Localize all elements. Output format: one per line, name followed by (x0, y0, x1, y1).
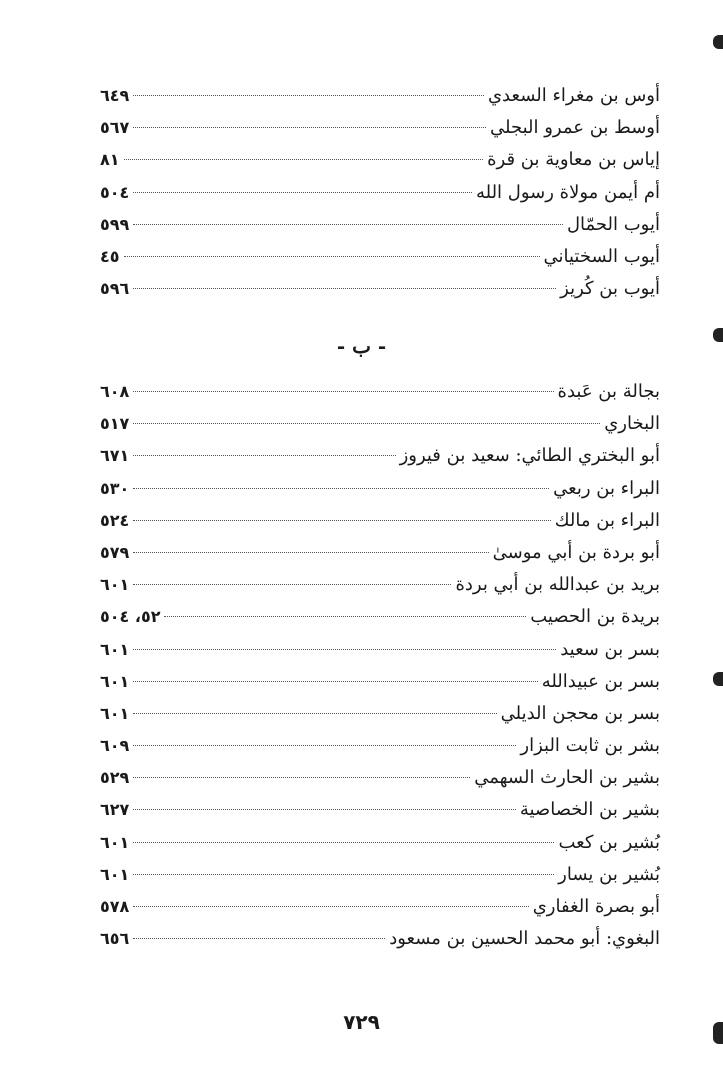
dot-leader (124, 159, 484, 160)
entry-name: البغوي: أبو محمد الحسين بن مسعود (389, 928, 660, 950)
scan-edge-mark (713, 1022, 723, 1044)
dot-leader (133, 745, 516, 746)
entry-name: بُشير بن كعب (558, 831, 660, 853)
index-entry (100, 505, 660, 537)
entry-page-numbers: ٥٢٤ (100, 510, 130, 530)
index-entry (100, 537, 660, 569)
entry-page-numbers: ٥٧٩ (100, 542, 130, 562)
scan-edge-mark (713, 328, 723, 342)
entry-name: بجالة بن عَبدة (557, 381, 660, 402)
entry-page-numbers: ٥٢٩ (100, 768, 130, 788)
index-entry (100, 891, 660, 923)
entry-page-numbers: ٦٠٩ (100, 736, 130, 756)
entry-page-numbers: ٥٢، ٥٠٤ (100, 607, 161, 627)
entry-page-numbers: ٦٠١ (100, 639, 130, 659)
index-entry (100, 144, 660, 176)
entry-name: أيوب بن كُريز (560, 278, 660, 300)
dot-leader (164, 616, 526, 617)
index-entry (100, 794, 660, 826)
index-entry (100, 473, 660, 505)
entry-page-numbers: ٨١ (100, 150, 120, 170)
index-entry (100, 698, 660, 730)
entry-name: بشير بن الخصاصية (519, 799, 660, 821)
entry-name: بسر بن سعيد (560, 638, 660, 660)
index-section-alif (100, 80, 660, 305)
entry-page-numbers: ٤٥ (100, 246, 120, 266)
page-number: ٧٢٩ (343, 1010, 380, 1034)
index-entry (100, 408, 660, 440)
entry-page-numbers: ٦٠١ (100, 703, 130, 723)
entry-name: بسر بن محجن الديلي (500, 702, 660, 724)
entry-name: بسر بن عبيدالله (541, 670, 660, 692)
entry-name: البراء بن ربعي (553, 477, 660, 499)
dot-leader (133, 777, 470, 778)
dot-leader (133, 938, 385, 939)
entry-page-numbers: ٦٠١ (100, 671, 130, 691)
entry-name: بُشير بن يسار (558, 863, 660, 885)
entry-name: أيوب الحمّال (566, 213, 660, 235)
scan-edge-mark (713, 672, 723, 686)
entry-name: إياس بن معاوية بن قرة (487, 149, 660, 171)
entry-name: البخاري (604, 413, 660, 435)
index-entry (100, 859, 660, 891)
dot-leader (133, 488, 549, 489)
entry-name: بريد بن عبدالله بن أبي بردة (455, 574, 660, 596)
dot-leader (133, 552, 488, 553)
index-entry (100, 923, 660, 955)
index-entry (100, 666, 660, 698)
dot-leader (124, 256, 540, 257)
entry-name: أوسط بن عمرو البجلي (489, 117, 660, 139)
entry-page-numbers: ٥٧٨ (100, 897, 130, 916)
dot-leader (133, 391, 553, 392)
index-entry (100, 601, 660, 633)
entry-page-numbers: ٥٣٠ (100, 478, 130, 498)
entry-page-numbers: ٦٠١ (100, 864, 130, 884)
entry-page-numbers: ٦٤٩ (100, 86, 130, 105)
entry-name: البراء بن مالك (554, 509, 660, 531)
scan-edge-mark (713, 35, 723, 49)
entry-page-numbers: ٥١٧ (100, 414, 130, 434)
index-entry (100, 209, 660, 241)
entry-page-numbers: ٦٠١ (100, 575, 130, 595)
dot-leader (133, 906, 528, 907)
dot-leader (133, 224, 563, 225)
index-entry (100, 827, 660, 859)
index-entry (100, 80, 660, 112)
entry-page-numbers: ٥٠٤ (100, 182, 130, 202)
dot-leader (133, 713, 496, 714)
entry-name: بريدة بن الحصيب (530, 606, 660, 628)
dot-leader (133, 842, 554, 843)
entry-page-numbers: ٦٢٧ (100, 800, 130, 820)
dot-leader (133, 649, 556, 650)
entry-page-numbers: ٥٩٦ (100, 279, 130, 299)
dot-leader (133, 874, 554, 875)
index-entry (100, 762, 660, 794)
entry-name: بشير بن الحارث السهمي (474, 767, 660, 789)
dot-leader (133, 423, 600, 424)
entry-name: أوس بن مغراء السعدي (487, 85, 660, 106)
dot-leader (133, 288, 556, 289)
entry-name: بشر بن ثابت البزار (520, 735, 660, 757)
index-entry (100, 177, 660, 209)
entry-name: أبو بردة بن أبي موسىٰ (492, 541, 660, 563)
dot-leader (133, 681, 537, 682)
index-entry (100, 440, 660, 472)
entry-page-numbers: ٦٠١ (100, 832, 130, 852)
entry-page-numbers: ٥٩٩ (100, 214, 130, 234)
dot-leader (133, 520, 550, 521)
dot-leader (133, 95, 484, 96)
index-entry (100, 376, 660, 408)
dot-leader (133, 455, 395, 456)
dot-leader (133, 192, 472, 193)
entry-name: أبو بصرة الغفاري (532, 896, 660, 917)
entry-name: أبو البختري الطائي: سعيد بن فيروز (399, 445, 660, 467)
index-entry (100, 112, 660, 144)
dot-leader (133, 127, 486, 128)
index-entry (100, 273, 660, 305)
entry-page-numbers: ٦٥٦ (100, 929, 130, 949)
index-entry (100, 730, 660, 762)
index-section-ba (100, 376, 660, 955)
index-entry (100, 241, 660, 273)
section-heading-ba: - ب - (336, 334, 387, 358)
entry-name: أم أيمن مولاة رسول الله (475, 181, 660, 203)
entry-page-numbers: ٦٧١ (100, 446, 130, 466)
index-entry (100, 569, 660, 601)
index-entry (100, 634, 660, 666)
entry-page-numbers: ٦٠٨ (100, 382, 130, 401)
entry-page-numbers: ٥٦٧ (100, 118, 130, 138)
entry-name: أيوب السختياني (543, 245, 660, 267)
dot-leader (133, 584, 451, 585)
dot-leader (133, 809, 516, 810)
